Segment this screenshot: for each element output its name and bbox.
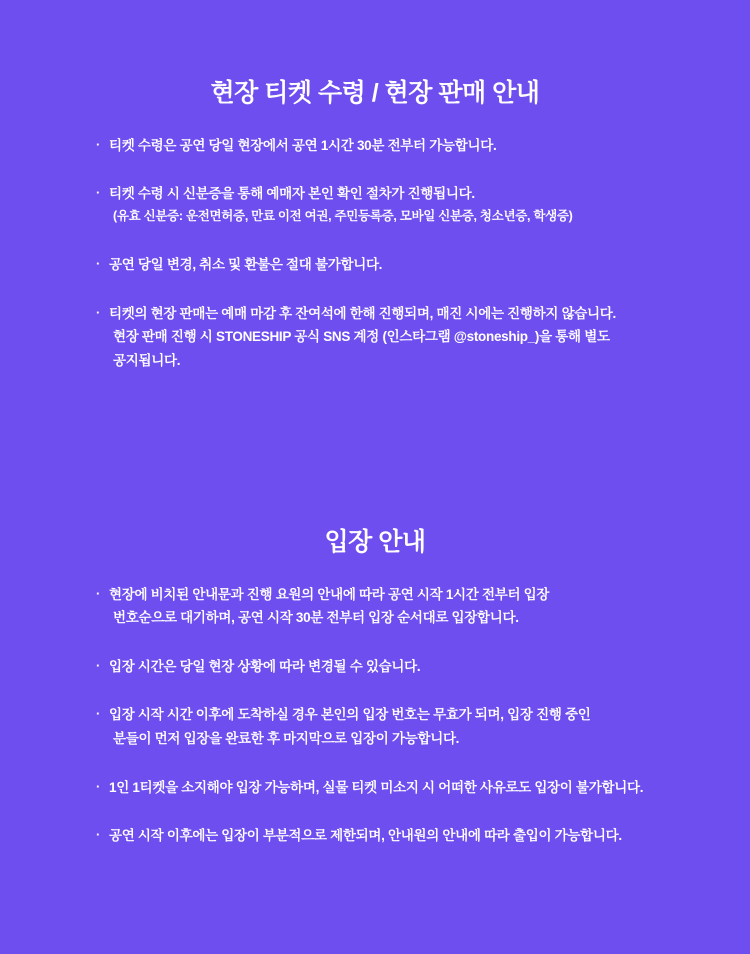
section-ticket-pickup <box>0 17 750 467</box>
bullet-icon: · <box>96 185 101 201</box>
list-item <box>90 182 710 228</box>
notice-line: 공연 당일 변경, 취소 및 환불은 절대 불가합니다. <box>109 256 383 272</box>
list-item <box>90 134 710 158</box>
section-divider-space <box>0 467 750 469</box>
bullet-icon: · <box>96 657 101 673</box>
bullet-icon: · <box>96 827 101 843</box>
notice-line: 공연 시작 이후에는 입장이 부분적으로 제한되며, 안내원의 안내에 따라 출입이 가능합니다. <box>109 828 622 844</box>
notice-line: 공지됩니다. <box>113 352 181 368</box>
bullet-icon: · <box>96 706 101 722</box>
notice-line: 1인 1티켓을 소지해야 입장 가능하며, 실물 티켓 미소지 시 어떠한 사유로도 입장이 불가합니다. <box>109 779 644 795</box>
notice-line: 티켓 수령 시 신분증을 통해 예매자 본인 확인 절차가 진행됩니다. <box>109 186 475 202</box>
notice-line-sub: (유효 신분증: 운전면허증, 만료 이전 여권, 주민등록증, 모바일 신분증, 청소년증, 학생증) <box>113 209 573 223</box>
bullet-icon: · <box>96 255 101 271</box>
list-item <box>90 302 710 373</box>
bullet-icon: · <box>96 585 101 601</box>
notice-page <box>0 17 750 954</box>
list-item <box>90 776 720 800</box>
list-item <box>90 253 710 277</box>
entry-section-title: 입장 안내 <box>324 527 426 556</box>
notice-line: 입장 시작 시간 이후에 도착하실 경우 본인의 입장 번호는 무효가 되며, 입장 진행 중인 <box>109 707 591 723</box>
notice-line: 티켓의 현장 판매는 예매 마감 후 잔여석에 한해 진행되며, 매진 시에는 진행하지 않습니다. <box>109 305 616 321</box>
list-item <box>90 703 720 750</box>
section-entry-guide <box>0 486 750 848</box>
bullet-icon: · <box>96 304 101 320</box>
notice-line: 분들이 먼저 입장을 완료한 후 마지막으로 입장이 가능합니다. <box>113 731 460 746</box>
notice-line: 현장에 비치된 안내문과 진행 요원의 안내에 따라 공연 시작 1시간 전부터 입장 <box>109 586 550 602</box>
notice-line: 번호순으로 대기하며, 공연 시작 30분 전부터 입장 순서대로 입장합니다. <box>113 610 519 626</box>
entry-notice-list <box>90 583 720 848</box>
ticket-notice-list <box>90 134 710 373</box>
bullet-icon: · <box>96 136 101 152</box>
ticket-section-title: 현장 티켓 수령 / 현장 판매 안내 <box>210 78 540 107</box>
notice-line: 입장 시간은 당일 현장 상황에 따라 변경될 수 있습니다. <box>109 658 421 674</box>
list-item <box>90 824 720 848</box>
notice-line: 티켓 수령은 공연 당일 현장에서 공연 1시간 30분 전부터 가능합니다. <box>109 137 497 153</box>
list-item <box>90 583 720 630</box>
bullet-icon: · <box>96 778 101 794</box>
list-item <box>90 655 720 679</box>
notice-line: 현장 판매 진행 시 STONESHIP 공식 SNS 계정 (인스타그램 @stoneship_)을 통해 별도 <box>113 329 610 345</box>
